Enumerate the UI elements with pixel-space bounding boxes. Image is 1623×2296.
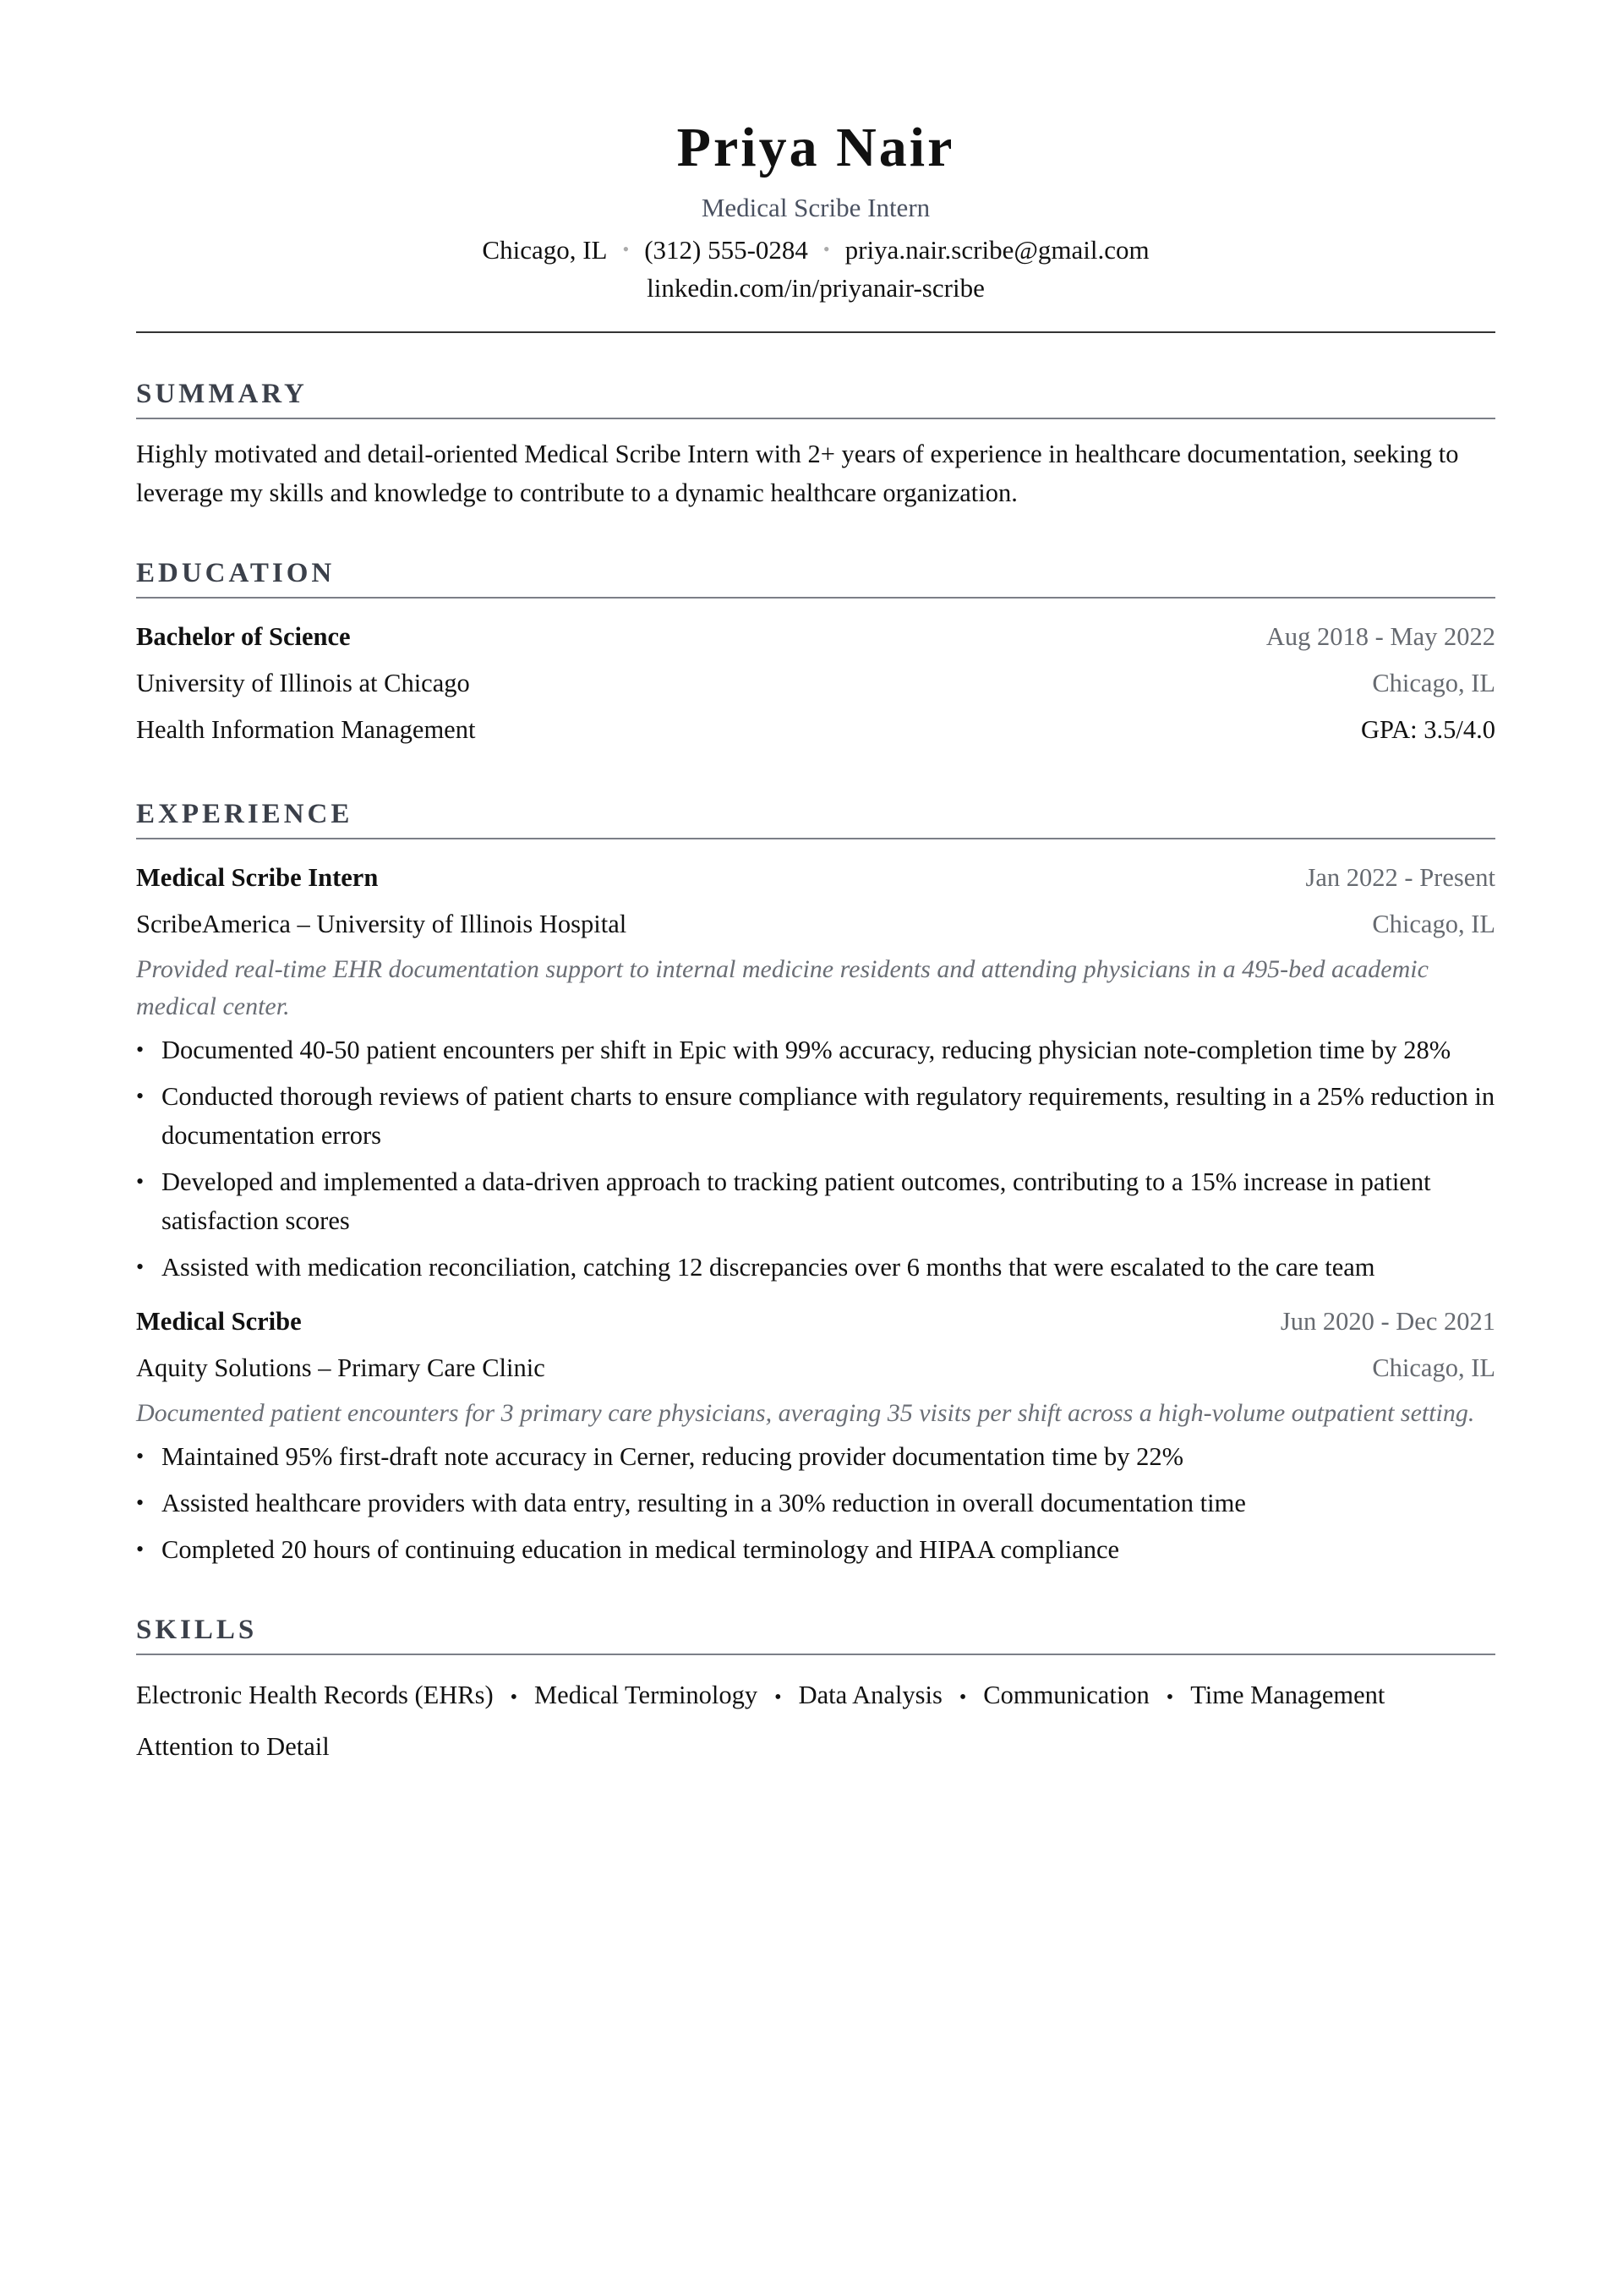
contact-linkedin[interactable]: linkedin.com/in/priyanair-scribe [647,273,985,303]
education-section [136,556,1495,753]
contact-phone[interactable]: (312) 555-0284 [644,235,808,265]
job-company: Aquity Solutions – Primary Care Clinic [136,1353,545,1382]
section-heading: EDUCATION [136,558,336,588]
job-description: Provided real-time EHR documentation support to internal medicine residents and attending physicians in a 495-bed academic medical center. [136,955,1429,1020]
skill-separator: • [959,1686,967,1708]
skills-section [136,1613,1495,1771]
candidate-title: Medical Scribe Intern [701,193,931,222]
list-item: • Documented 40-50 patient encounters per shift in Epic with 99% accuracy, reducing physician note-completion time by 28% [136,1030,1495,1069]
contact-separator: • [822,238,830,260]
skill-label: Medical Terminology [534,1681,758,1709]
section-heading: EXPERIENCE [136,799,353,829]
resume-header [136,112,1495,333]
contact-location: Chicago, IL [482,235,608,265]
job-title: Medical Scribe [136,1307,302,1336]
degree: Bachelor of Science [136,622,351,651]
summary-text: Highly motivated and detail-oriented Medical Scribe Intern with 2+ years of experience in healthcare documentation, seeking to leverage my skills and knowledge to contribute to a dynamic healthcare organization. [136,440,1459,507]
job-location: Chicago, IL [1372,910,1495,938]
skills-list [136,1670,1495,1771]
contact-separator: • [622,238,630,260]
experience-section [136,797,1495,1569]
skill-label: Time Management [1190,1681,1385,1709]
school-name: University of Illinois at Chicago [136,669,470,697]
education-dates: Aug 2018 - May 2022 [1265,622,1495,651]
header-divider [136,331,1495,333]
job-title: Medical Scribe Intern [136,863,379,892]
skill-label: Data Analysis [798,1681,943,1709]
job-description: Documented patient encounters for 3 primary care physicians, averaging 35 visits per shift across a high-volume outpatient setting. [136,1399,1475,1427]
candidate-name: Priya Nair [676,117,955,178]
job-bullets [136,1437,1495,1569]
skill-label: Electronic Health Records (EHRs) [136,1681,494,1709]
skill-item [136,1722,1495,1771]
section-heading: SUMMARY [136,379,308,409]
job-company-row [136,901,1495,948]
resume-page [136,0,1495,1771]
skill-item [1190,1670,1385,1722]
job-title-row [136,1298,1495,1345]
skill-item [534,1670,799,1722]
section-divider [136,597,1495,599]
job-location: Chicago, IL [1372,1353,1495,1382]
list-item: • Assisted with medication reconciliation, catching 12 discrepancies over 6 months that were escalated to the care team [136,1248,1495,1287]
education-row [136,660,1495,707]
skill-label: Attention to Detail [136,1732,330,1761]
job-dates: Jan 2022 - Present [1305,863,1495,892]
job-company: ScribeAmerica – University of Illinois Hospital [136,910,627,938]
education-row [136,707,1495,753]
list-item: • Assisted healthcare providers with data entry, resulting in a 30% reduction in overall documentation time [136,1484,1495,1522]
major: Health Information Management [136,715,476,744]
contact-email[interactable]: priya.nair.scribe@gmail.com [844,235,1150,265]
skill-label: Communication [983,1681,1150,1709]
summary-section [136,377,1495,512]
section-divider [136,418,1495,419]
list-item: • Developed and implemented a data-driven approach to tracking patient outcomes, contributing to a 15% increase in patient satisfaction scores [136,1162,1495,1240]
skill-item [799,1670,984,1722]
contact-line [136,233,1495,270]
section-heading: SKILLS [136,1615,258,1645]
job-entry [136,855,1495,1287]
school-location: Chicago, IL [1372,669,1495,697]
section-divider [136,1654,1495,1655]
list-item: • Conducted thorough reviews of patient charts to ensure compliance with regulatory requirements, resulting in a 25% reduction in documentation errors [136,1077,1495,1155]
job-bullets [136,1030,1495,1287]
list-item: • Completed 20 hours of continuing education in medical terminology and HIPAA compliance [136,1530,1495,1569]
skill-item [983,1670,1190,1722]
skill-separator: • [1166,1686,1174,1708]
list-item: • Maintained 95% first-draft note accuracy in Cerner, reducing provider documentation time by 22% [136,1437,1495,1476]
gpa: GPA: 3.5/4.0 [1360,715,1495,744]
job-company-row [136,1345,1495,1391]
skill-separator: • [510,1686,518,1708]
education-row [136,614,1495,660]
job-entry [136,1298,1495,1569]
job-dates: Jun 2020 - Dec 2021 [1280,1307,1495,1336]
skill-item [136,1670,534,1722]
job-title-row [136,855,1495,901]
skill-separator: • [774,1686,782,1708]
section-divider [136,838,1495,839]
